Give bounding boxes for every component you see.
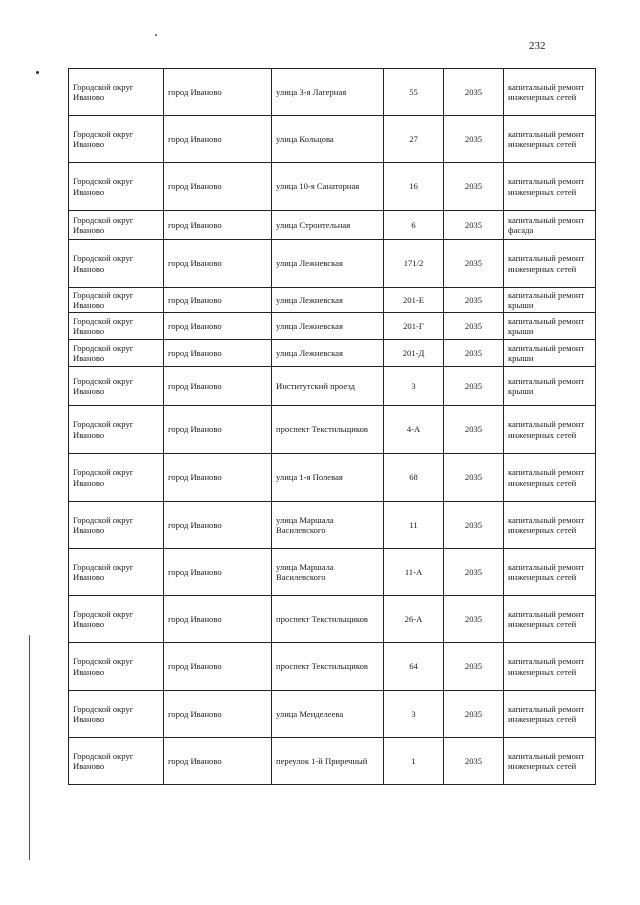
cell-house-number: 201-Е <box>384 288 444 313</box>
table-row <box>69 367 596 406</box>
cell-city: город Иваново <box>164 406 272 454</box>
cell-work-type: капитальный ремонт инженерных сетей <box>504 738 596 785</box>
cell-street: переулок 1-й Приречный <box>272 738 384 785</box>
table-row <box>69 549 596 596</box>
cell-work-type: капитальный ремонт инженерных сетей <box>504 549 596 596</box>
cell-year: 2035 <box>444 738 504 785</box>
cell-house-number: 3 <box>384 691 444 738</box>
cell-work-type: капитальный ремонт инженерных сетей <box>504 406 596 454</box>
cell-district: Городской округ Иваново <box>69 367 164 406</box>
cell-year: 2035 <box>444 211 504 240</box>
cell-district: Городской округ Иваново <box>69 549 164 596</box>
cell-street: улица Маршала Василевского <box>272 502 384 549</box>
cell-work-type: капитальный ремонт крыши <box>504 340 596 367</box>
cell-district: Городской округ Иваново <box>69 691 164 738</box>
cell-district: Городской округ Иваново <box>69 596 164 643</box>
cell-street: улица Менделеева <box>272 691 384 738</box>
cell-district: Городской округ Иваново <box>69 211 164 240</box>
cell-street: улица Лежневская <box>272 313 384 340</box>
cell-city: город Иваново <box>164 691 272 738</box>
cell-city: город Иваново <box>164 116 272 163</box>
cell-work-type: капитальный ремонт инженерных сетей <box>504 116 596 163</box>
table-row <box>69 691 596 738</box>
cell-house-number: 1 <box>384 738 444 785</box>
cell-house-number: 3 <box>384 367 444 406</box>
cell-district: Городской округ Иваново <box>69 240 164 288</box>
cell-street: улица 10-я Санаторная <box>272 163 384 211</box>
records-table <box>68 68 596 785</box>
table-row <box>69 211 596 240</box>
cell-year: 2035 <box>444 313 504 340</box>
table-row <box>69 502 596 549</box>
binding-margin-line <box>29 635 30 860</box>
table-row <box>69 240 596 288</box>
cell-street: улица Лежневская <box>272 240 384 288</box>
cell-city: город Иваново <box>164 549 272 596</box>
cell-district: Городской округ Иваново <box>69 313 164 340</box>
cell-street: проспект Текстильщиков <box>272 643 384 691</box>
cell-city: город Иваново <box>164 340 272 367</box>
cell-street: проспект Текстильщиков <box>272 596 384 643</box>
table-row <box>69 116 596 163</box>
cell-year: 2035 <box>444 116 504 163</box>
cell-district: Городской округ Иваново <box>69 116 164 163</box>
cell-district: Городской округ Иваново <box>69 738 164 785</box>
table-row <box>69 406 596 454</box>
cell-street: улица Лежневская <box>272 288 384 313</box>
cell-city: город Иваново <box>164 313 272 340</box>
table-row <box>69 313 596 340</box>
cell-year: 2035 <box>444 340 504 367</box>
cell-house-number: 68 <box>384 454 444 502</box>
cell-district: Городской округ Иваново <box>69 454 164 502</box>
cell-year: 2035 <box>444 502 504 549</box>
scan-speck <box>155 34 157 36</box>
cell-city: город Иваново <box>164 69 272 116</box>
cell-year: 2035 <box>444 596 504 643</box>
cell-district: Городской округ Иваново <box>69 163 164 211</box>
table-row <box>69 163 596 211</box>
cell-city: город Иваново <box>164 502 272 549</box>
cell-district: Городской округ Иваново <box>69 340 164 367</box>
cell-city: город Иваново <box>164 738 272 785</box>
cell-year: 2035 <box>444 240 504 288</box>
cell-year: 2035 <box>444 288 504 313</box>
cell-street: улица 3-я Лагерная <box>272 69 384 116</box>
cell-house-number: 55 <box>384 69 444 116</box>
table-row <box>69 738 596 785</box>
cell-district: Городской округ Иваново <box>69 288 164 313</box>
cell-work-type: капитальный ремонт крыши <box>504 288 596 313</box>
cell-district: Городской округ Иваново <box>69 406 164 454</box>
cell-work-type: капитальный ремонт инженерных сетей <box>504 454 596 502</box>
cell-street: улица Маршала Василевского <box>272 549 384 596</box>
table-row <box>69 643 596 691</box>
cell-year: 2035 <box>444 549 504 596</box>
cell-house-number: 11-А <box>384 549 444 596</box>
table-row <box>69 454 596 502</box>
cell-street: проспект Текстильщиков <box>272 406 384 454</box>
cell-street: улица Строительная <box>272 211 384 240</box>
cell-work-type: капитальный ремонт инженерных сетей <box>504 240 596 288</box>
cell-district: Городской округ Иваново <box>69 502 164 549</box>
scan-mark <box>36 71 39 74</box>
cell-city: город Иваново <box>164 288 272 313</box>
table-row <box>69 288 596 313</box>
cell-city: город Иваново <box>164 367 272 406</box>
cell-year: 2035 <box>444 691 504 738</box>
cell-street: улица Кольцова <box>272 116 384 163</box>
cell-street: улица Лежневская <box>272 340 384 367</box>
cell-work-type: капитальный ремонт инженерных сетей <box>504 69 596 116</box>
cell-work-type: капитальный ремонт крыши <box>504 367 596 406</box>
cell-work-type: капитальный ремонт инженерных сетей <box>504 163 596 211</box>
cell-house-number: 201-Г <box>384 313 444 340</box>
cell-house-number: 27 <box>384 116 444 163</box>
cell-city: город Иваново <box>164 163 272 211</box>
cell-house-number: 6 <box>384 211 444 240</box>
cell-work-type: капитальный ремонт инженерных сетей <box>504 596 596 643</box>
cell-work-type: капитальный ремонт фасада <box>504 211 596 240</box>
cell-city: город Иваново <box>164 454 272 502</box>
cell-work-type: капитальный ремонт инженерных сетей <box>504 643 596 691</box>
table-row <box>69 596 596 643</box>
cell-street: Институтский проезд <box>272 367 384 406</box>
cell-year: 2035 <box>444 454 504 502</box>
cell-house-number: 64 <box>384 643 444 691</box>
cell-work-type: капитальный ремонт крыши <box>504 313 596 340</box>
cell-city: город Иваново <box>164 643 272 691</box>
cell-year: 2035 <box>444 643 504 691</box>
cell-street: улица 1-я Полевая <box>272 454 384 502</box>
cell-city: город Иваново <box>164 596 272 643</box>
cell-year: 2035 <box>444 406 504 454</box>
cell-work-type: капитальный ремонт инженерных сетей <box>504 502 596 549</box>
cell-city: город Иваново <box>164 240 272 288</box>
cell-district: Городской округ Иваново <box>69 69 164 116</box>
cell-house-number: 11 <box>384 502 444 549</box>
page-number: 232 <box>529 40 546 52</box>
cell-house-number: 201-Д <box>384 340 444 367</box>
cell-district: Городской округ Иваново <box>69 643 164 691</box>
cell-house-number: 4-А <box>384 406 444 454</box>
cell-city: город Иваново <box>164 211 272 240</box>
cell-house-number: 16 <box>384 163 444 211</box>
cell-year: 2035 <box>444 69 504 116</box>
table-row <box>69 69 596 116</box>
table-row <box>69 340 596 367</box>
cell-house-number: 171/2 <box>384 240 444 288</box>
cell-house-number: 26-А <box>384 596 444 643</box>
cell-year: 2035 <box>444 163 504 211</box>
cell-work-type: капитальный ремонт инженерных сетей <box>504 691 596 738</box>
cell-year: 2035 <box>444 367 504 406</box>
